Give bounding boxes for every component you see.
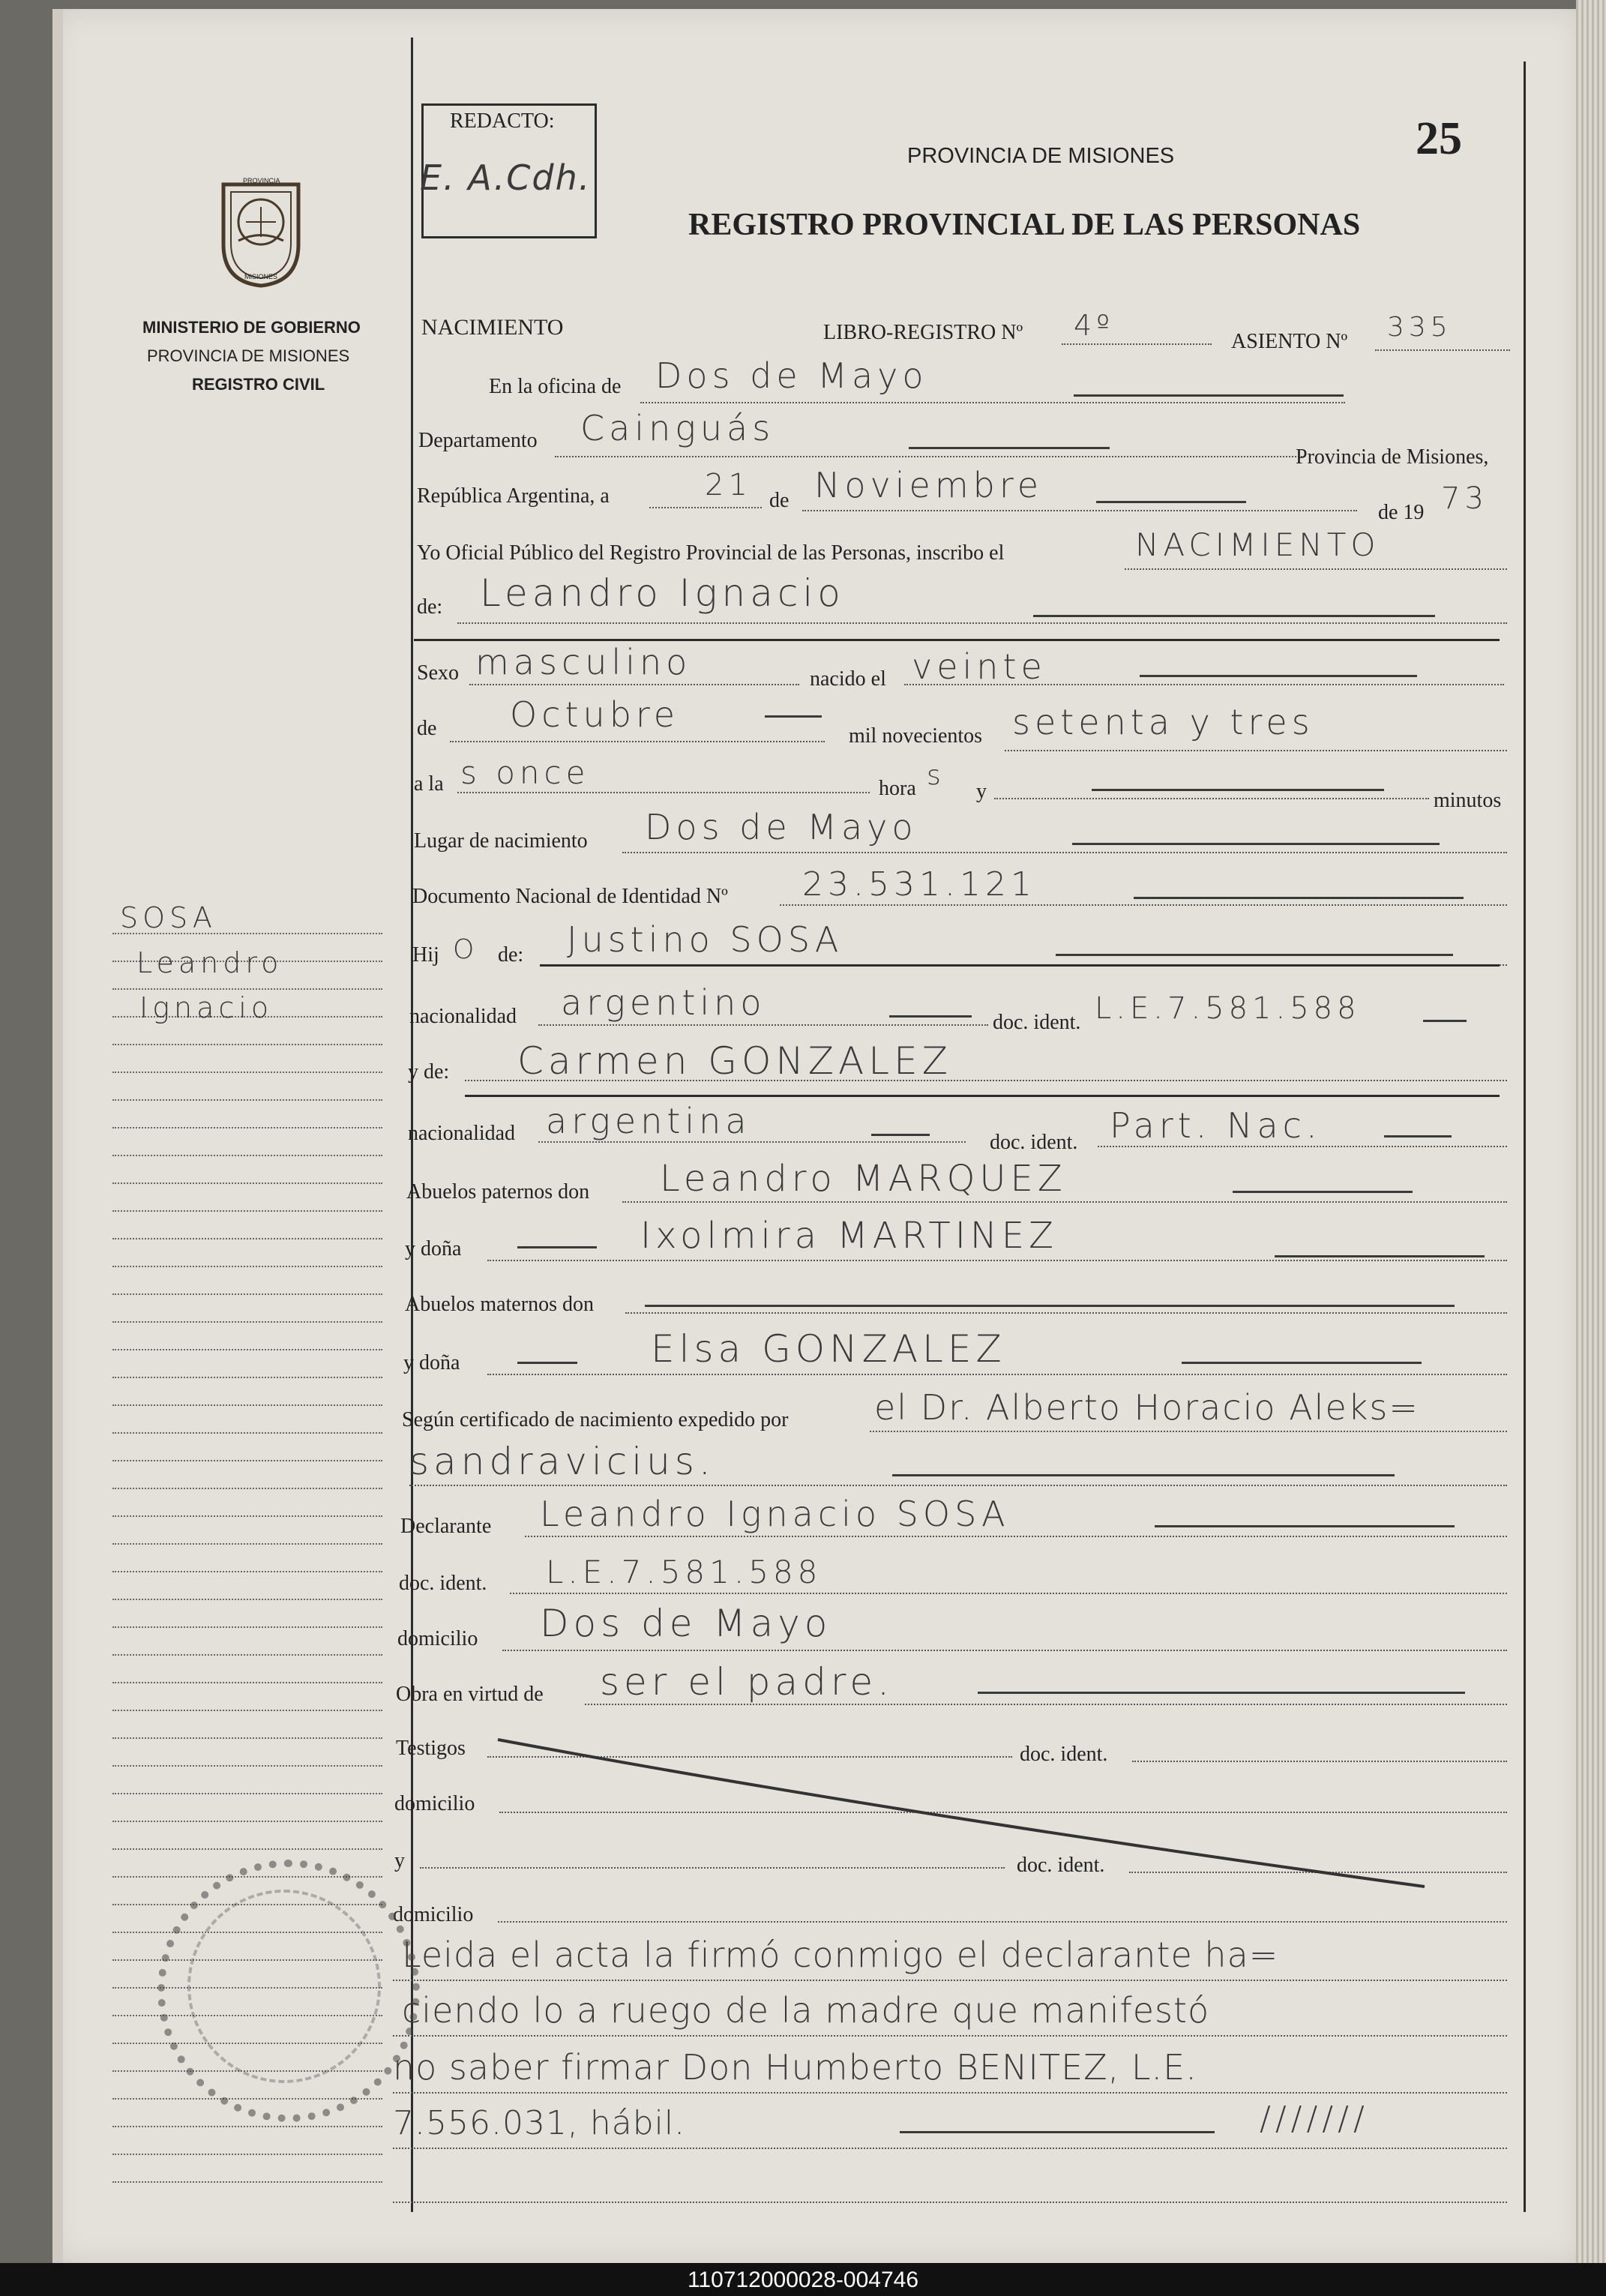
declarante-label: Declarante <box>400 1515 492 1538</box>
nota-line-1: Leida el acta la firmó conmigo el declarante ha= <box>402 1935 1279 1975</box>
province-heading: PROVINCIA DE MISIONES <box>907 144 1175 168</box>
abuelo-pat-value: Leandro MARQUEZ <box>660 1158 1067 1200</box>
domicilio-value: Dos de Mayo <box>540 1602 832 1645</box>
hijo-label: Hij <box>412 943 439 967</box>
provincia-label: Provincia de Misiones, <box>1296 445 1489 469</box>
abuelos-mat-label: Abuelos maternos don <box>405 1293 594 1316</box>
departamento-label: Departamento <box>418 429 538 452</box>
ala-label: a la <box>414 772 444 796</box>
sexo-label: Sexo <box>417 661 459 685</box>
nacido-label: nacido el <box>810 667 886 691</box>
seal-text-bottom: MISIONES <box>244 273 278 280</box>
abuelos-pat-label: Abuelos paternos don <box>406 1180 590 1203</box>
anio-nac-value: setenta y tres <box>1012 702 1314 742</box>
anio-prefix: de 19 <box>1378 501 1425 524</box>
lugar-label: Lugar de nacimiento <box>414 829 588 853</box>
anio-value: 73 <box>1441 481 1488 516</box>
registry-heading: REGISTRO PROVINCIAL DE LAS PERSONAS <box>688 208 1361 242</box>
mes-nac-value: Octubre <box>510 694 680 735</box>
nota-line-1-rule <box>393 1980 1507 1981</box>
hora-label: hora <box>879 777 916 800</box>
testigo2-docident: doc. ident. <box>1017 1854 1105 1877</box>
nota-line-3-rule <box>393 2092 1507 2094</box>
mil-label: mil novecientos <box>849 724 983 748</box>
margin-note-surname: SOSA <box>120 901 217 934</box>
nota-end-marks: /////// <box>1260 2100 1369 2138</box>
hora-value: s once <box>460 754 590 791</box>
republica-label: República Argentina, a <box>417 484 610 508</box>
padre-nacionalidad-label: nacionalidad <box>409 1005 517 1028</box>
obra-value: ser el padre. <box>600 1660 894 1704</box>
margin-note-middle: Ignacio <box>139 991 274 1024</box>
hijo-de-label: de: <box>498 943 524 967</box>
y-label: y <box>976 780 987 803</box>
nota-line-4-rule <box>393 2148 1507 2149</box>
hora-suffix: s <box>927 760 945 791</box>
oficial-text: Yo Oficial Público del Registro Provincial de las Personas, inscribo el <box>417 541 1005 565</box>
madre-nacionalidad-label: nacionalidad <box>408 1122 516 1145</box>
nota-line-3: no saber firmar Don Humberto BENITEZ, L.E. <box>393 2047 1197 2088</box>
abuela-pat-ydona: y doña <box>405 1237 462 1260</box>
de-label-2: de <box>417 717 437 740</box>
nota-line-2-rule <box>393 2035 1507 2037</box>
decl-docident-label: doc. ident. <box>399 1572 487 1595</box>
certificado-label: Según certificado de nacimiento expedido por <box>402 1408 789 1431</box>
de-colon-label: de: <box>417 595 443 619</box>
padre-doc-value: L.E.7.581.588 <box>1095 991 1361 1026</box>
nota-line-2: ciendo lo a ruego de la madre que manifestó <box>402 1990 1210 2031</box>
de-label: de <box>769 489 790 512</box>
hijo-suffix: O <box>453 934 479 965</box>
nombre-value: Leandro Ignacio <box>480 571 845 615</box>
departamento-value: Cainguás <box>580 408 775 448</box>
ministry-line-2: PROVINCIA DE MISIONES <box>147 346 350 365</box>
libro-label: LIBRO-REGISTRO Nº <box>823 321 1023 344</box>
certificado-value: el Dr. Alberto Horacio Aleks= <box>874 1387 1419 1428</box>
padre-nac-value: argentino <box>561 982 766 1023</box>
redacto-label: REDACTO: <box>450 109 555 133</box>
page-number: 25 <box>1416 113 1462 164</box>
oficina-label: En la oficina de <box>489 375 622 398</box>
testigo-y-label: y <box>394 1849 405 1872</box>
nota-line-4: 7.556.031, hábil. <box>393 2104 686 2142</box>
abuela-mat-ydona: y doña <box>403 1351 460 1374</box>
padre-docident-label: doc. ident. <box>993 1011 1081 1034</box>
nacido-value: veinte <box>912 646 1047 687</box>
yde-label: y de: <box>408 1060 450 1084</box>
sexo-value: masculino <box>475 642 692 682</box>
certificado-value-2: sandravicius. <box>409 1440 715 1483</box>
nacimiento-label: NACIMIENTO <box>421 315 564 340</box>
padre-value: Justino SOSA <box>567 919 843 960</box>
madre-doc-value: Part. Nac. <box>1110 1105 1322 1146</box>
testigo-domicilio-label: domicilio <box>394 1792 475 1815</box>
madre-value: Carmen GONZALEZ <box>517 1039 952 1083</box>
acto-value: NACIMIENTO <box>1135 526 1380 563</box>
abuela-mat-value: Elsa GONZALEZ <box>651 1327 1006 1371</box>
official-stamp-inner <box>187 1890 381 2083</box>
obra-label: Obra en virtud de <box>396 1683 544 1706</box>
redacto-signature: E. A.Cdh. <box>420 157 592 198</box>
dni-value: 23.531.121 <box>802 865 1036 904</box>
oficina-value: Dos de Mayo <box>655 355 928 396</box>
decl-doc-value: L.E.7.581.588 <box>546 1554 822 1590</box>
ministry-line-1: MINISTERIO DE GOBIERNO <box>142 318 361 337</box>
dni-label: Documento Nacional de Identidad Nº <box>412 885 728 908</box>
libro-value: 4º <box>1074 309 1115 342</box>
seal-text-top: PROVINCIA <box>243 177 280 184</box>
ministry-line-3: REGISTRO CIVIL <box>192 375 325 394</box>
minutos-label: minutos <box>1434 789 1502 812</box>
madre-nac-value: argentina <box>546 1101 751 1141</box>
asiento-value: 335 <box>1387 312 1452 343</box>
nota-line-4-dash <box>900 2131 1215 2133</box>
asiento-label: ASIENTO Nº <box>1231 330 1348 353</box>
testigos-docident: doc. ident. <box>1020 1743 1108 1766</box>
testigo2-domicilio-label: domicilio <box>393 1903 474 1926</box>
nota-line-5-rule <box>393 2202 1507 2203</box>
domicilio-label: domicilio <box>397 1627 478 1650</box>
margin-note-name: Leandro <box>136 946 283 979</box>
abuela-pat-value: Ixolmira MARTINEZ <box>640 1215 1058 1257</box>
declarante-value: Leandro Ignacio SOSA <box>540 1494 1010 1534</box>
mes-value: Noviembre <box>814 465 1044 505</box>
footer-code: 110712000028-004746 <box>687 2268 919 2292</box>
dia-value: 21 <box>705 468 752 502</box>
madre-docident-label: doc. ident. <box>990 1131 1078 1154</box>
testigos-label: Testigos <box>396 1737 466 1760</box>
lugar-value: Dos de Mayo <box>645 807 918 847</box>
